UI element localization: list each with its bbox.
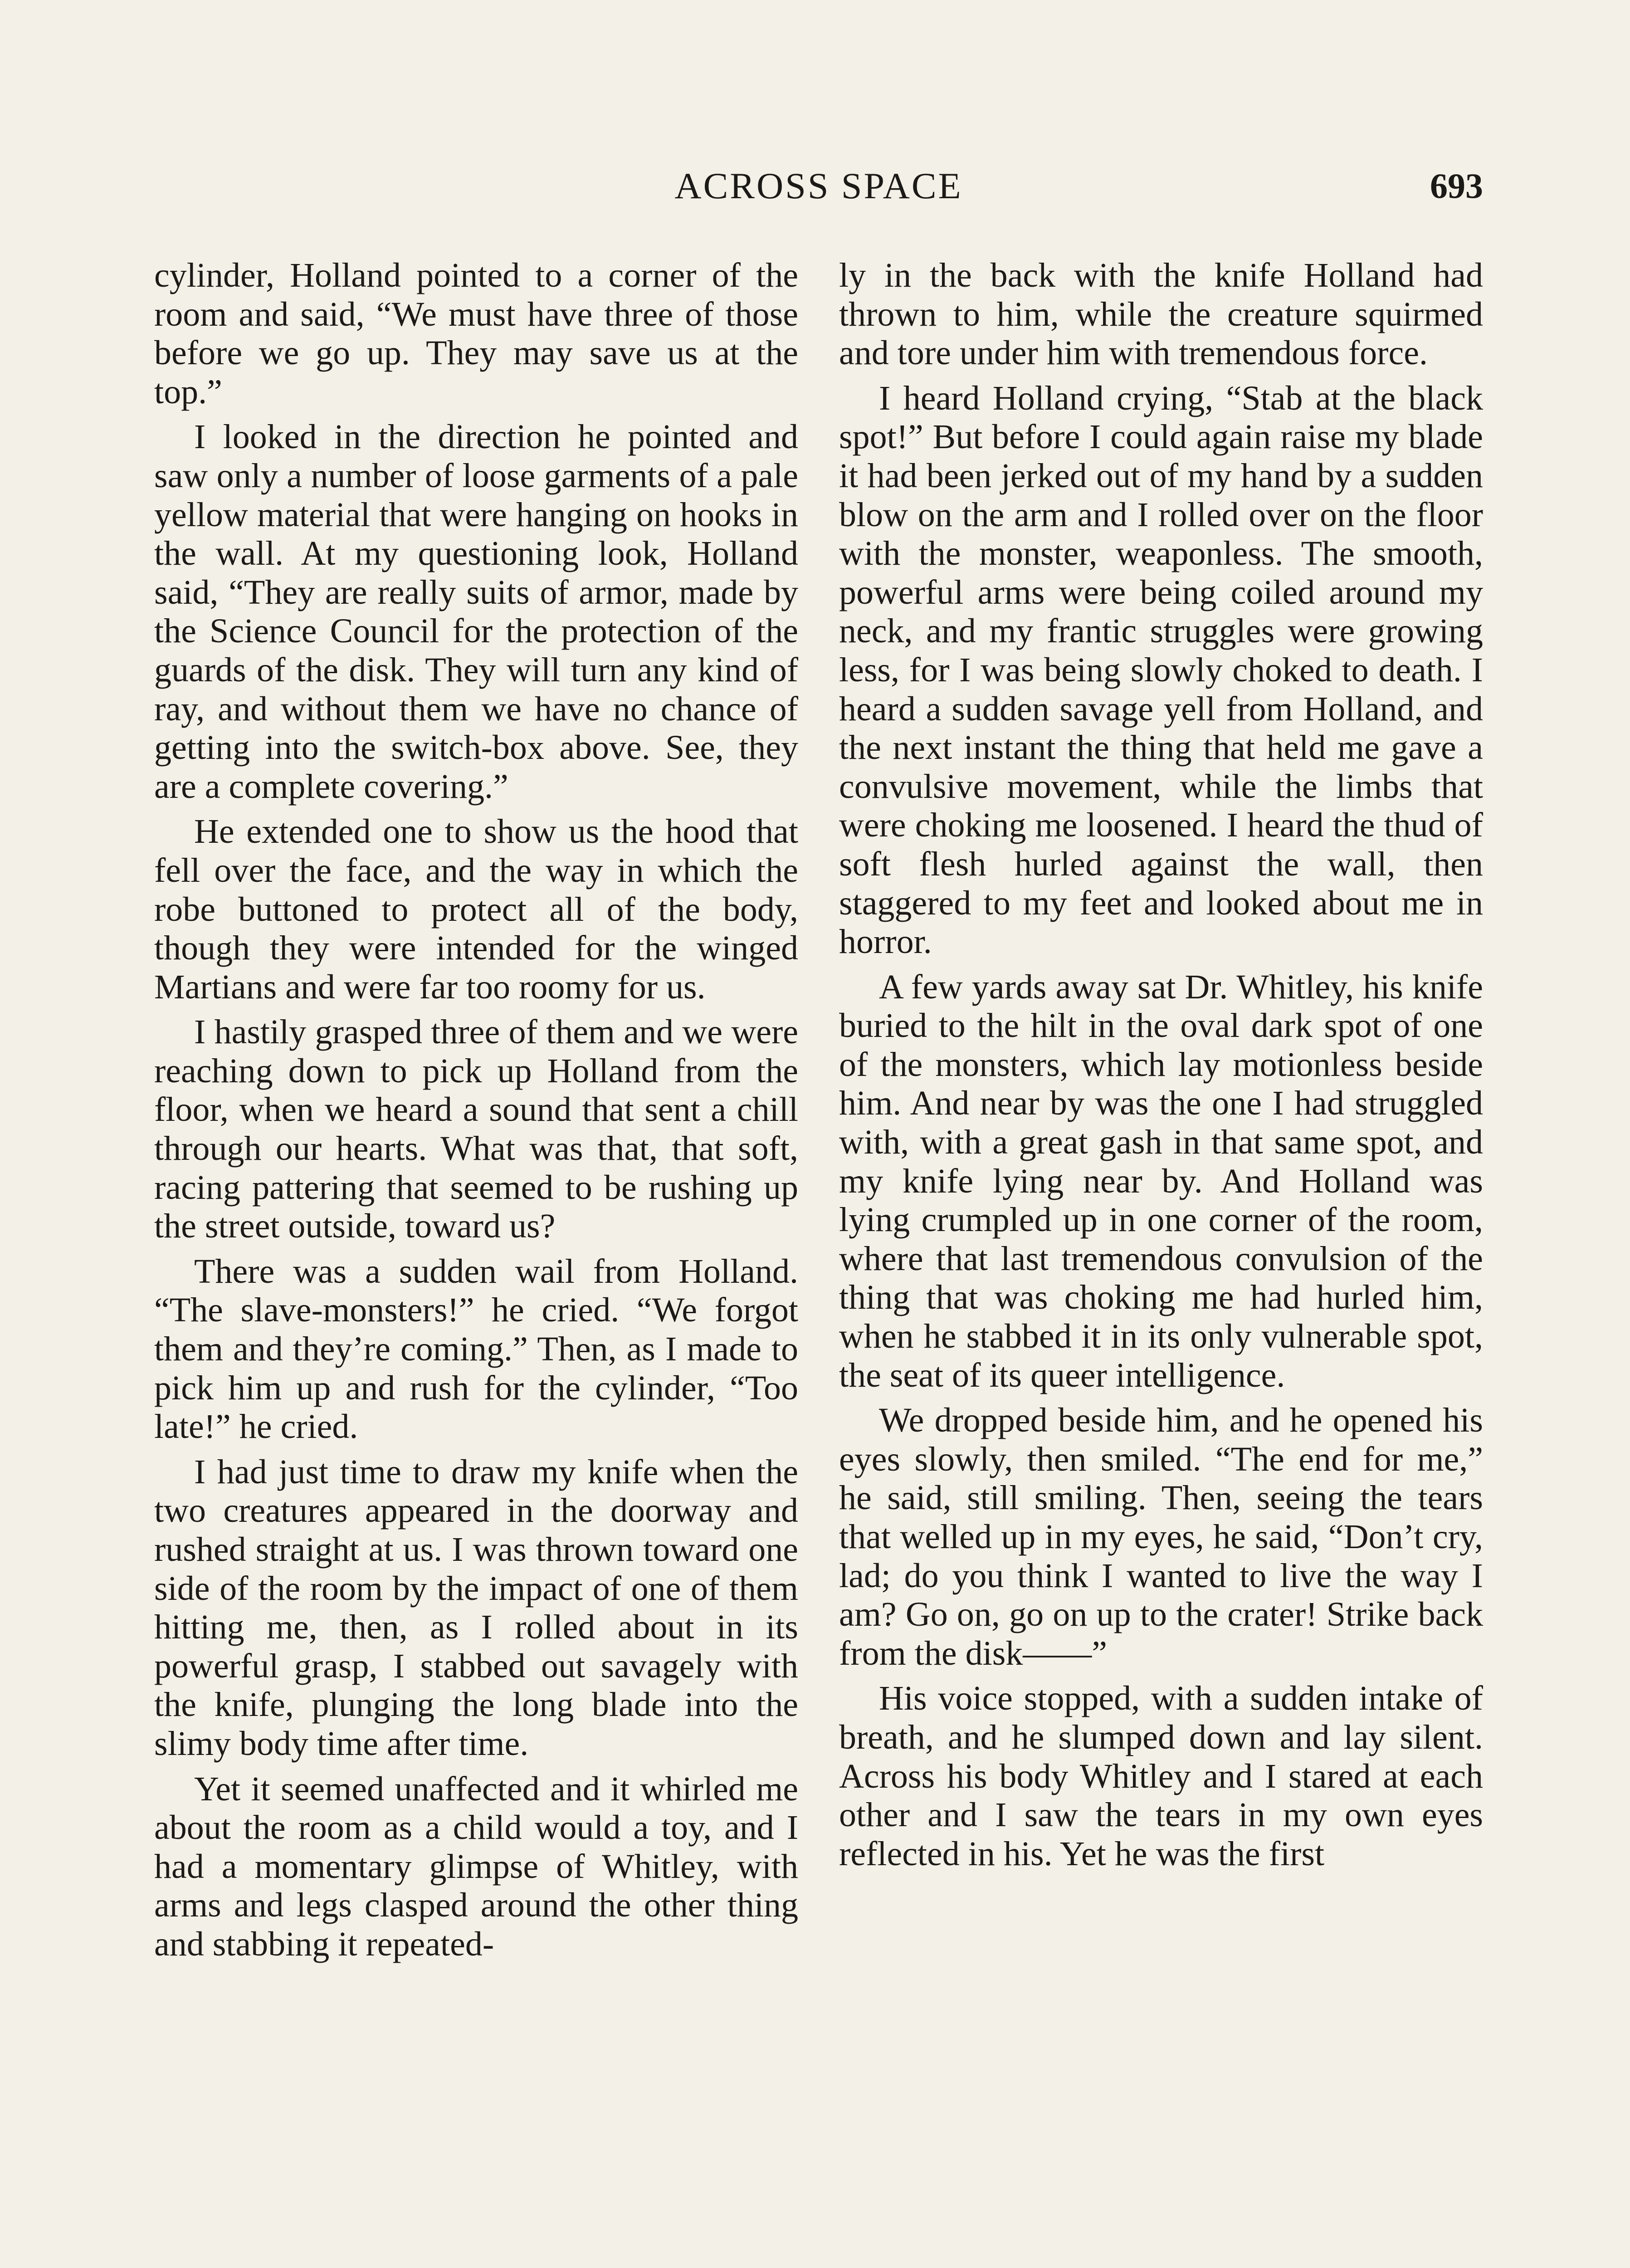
paragraph: We dropped beside him, and he opened his eyes slowly, then smiled. “The end for me,” he said, still smiling. Then, seeing the tears that welled up in my eyes, he said, “Don’t cry, lad; do you think I wanted to live the way I am? Go on, go on up to the crater! Strike back from the disk——” [839, 1401, 1483, 1672]
paragraph: I heard Holland crying, “Stab at the black spot!” But before I could again raise my blade it had been jerked out of my hand by a sudden blow on the arm and I rolled over on the floor with the monster, weaponless. The smooth, powerful arms were being coiled around my neck, and my frantic struggles were growing less, for I was being slowly choked to death. I heard a sudden savage yell from Holland, and the next instant the thing that held me gave a convulsive movement, while the limbs that were choking me loosened. I heard the thud of soft flesh hurled against the wall, then staggered to my feet and looked about me in horror. [839, 379, 1483, 961]
paragraph: I had just time to draw my knife when the two creatures appeared in the doorway and rushed straight at us. I was thrown toward one side of the room by the impact of one of them hitting me, then, as I rolled about in its powerful grasp, I stabbed out savagely with the knife, plunging the long blade into the slimy body time after time. [154, 1452, 798, 1763]
page-number: 693 [1430, 166, 1483, 205]
running-title: ACROSS SPACE [674, 165, 963, 206]
paragraph: cylinder, Holland pointed to a corner of the room and said, “We must have three of those before we go up. They may save us at the top.” [154, 256, 798, 411]
paragraph: There was a sudden wail from Holland. “The slave-monsters!” he cried. “We forgot them and they’re coming.” Then, as I made to pick him up and rush for the cylinder, “Too late!” he cried. [154, 1252, 798, 1446]
text-column-left [154, 256, 798, 1964]
text-column-right [839, 256, 1483, 1873]
paragraph: ly in the back with the knife Holland had thrown to him, while the creature squirmed and tore under him with tremendous force. [839, 256, 1483, 372]
paragraph: I looked in the direction he pointed and saw only a number of loose garments of a pale yellow material that were hanging on hooks in the wall. At my questioning look, Holland said, “They are really suits of armor, made by the Science Council for the protection of the guards of the disk. They will turn any kind of ray, and without them we have no chance of getting into the switch-box above. See, they are a complete covering.” [154, 418, 798, 806]
running-header [154, 161, 1483, 211]
paragraph: I hastily grasped three of them and we were reaching down to pick up Holland from the floor, when we heard a sound that sent a chill through our hearts. What was that, that soft, racing pattering that seemed to be rushing up the street outside, toward us? [154, 1013, 798, 1246]
paragraph: Yet it seemed unaffected and it whirled me about the room as a child would a toy, and I had a momentary glimpse of Whitley, with arms and legs clasped around the other thing and stabbing it repeated- [154, 1769, 798, 1963]
paragraph: A few yards away sat Dr. Whitley, his knife buried to the hilt in the oval dark spot of one of the monsters, which lay motionless beside him. And near by was the one I had struggled with, with a great gash in that same spot, and my knife lying near by. And Holland was lying crumpled up in one corner of the room, where that last tremendous convulsion of the thing that was choking me had hurled him, when he stabbed it in its only vulnerable spot, the seat of its queer intelligence. [839, 968, 1483, 1394]
paragraph: His voice stopped, with a sudden intake of breath, and he slumped down and lay silent. Across his body Whitley and I stared at each other and I saw the tears in my own eyes reflected in his. Yet he was the first [839, 1679, 1483, 1873]
paragraph: He extended one to show us the hood that fell over the face, and the way in which the robe buttoned to protect all of the body, though they were intended for the winged Martians and were far too roomy for us. [154, 812, 798, 1006]
